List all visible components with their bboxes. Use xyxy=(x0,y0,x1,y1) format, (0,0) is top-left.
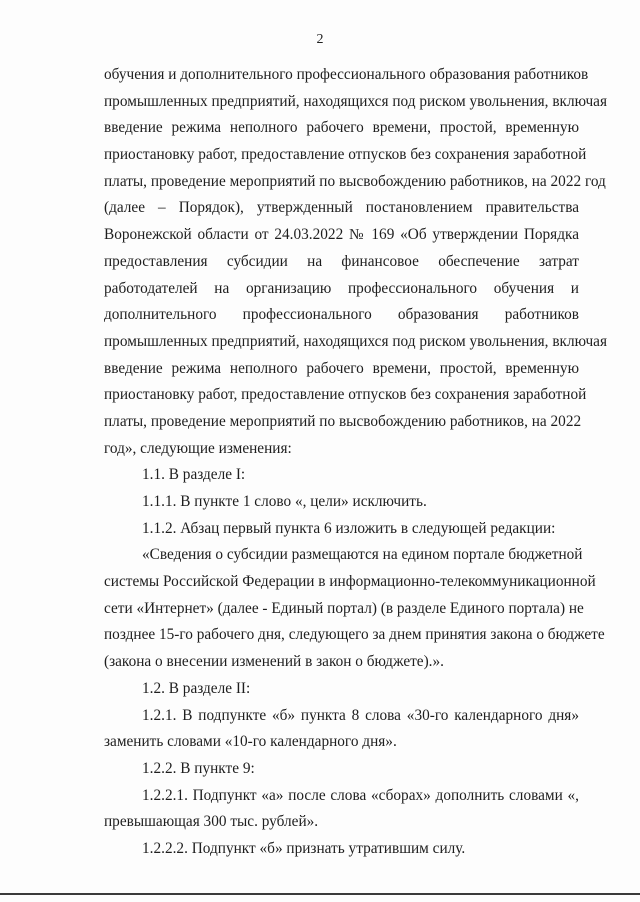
text-line: Воронежской области от 24.03.2022 № 169 «Об утверждении Порядка xyxy=(104,226,579,244)
text-line: 1.2.1. В подпункте «б» пункта 8 слова «30-го календарного дня» xyxy=(142,706,579,724)
text-line: позднее 15-го рабочего дня, следующего за днем принятия закона о бюджете xyxy=(104,626,605,644)
text-line: промышленных предприятий, находящихся под риском увольнения, включая xyxy=(104,332,607,350)
text-line: промышленных предприятий, находящихся под риском увольнения, включая xyxy=(104,92,607,110)
text-line: 1.1. В разделе I: xyxy=(142,466,246,484)
text-line: работодателей на организацию профессионального обучения и xyxy=(104,279,579,297)
text-line: предоставления субсидии на финансовое обеспечение затрат xyxy=(104,252,579,270)
text-line: заменить словами «10-го календарного дня». xyxy=(104,733,397,751)
text-line: системы Российской Федерации в информационно-телекоммуникационной xyxy=(104,573,596,591)
text-line: сети «Интернет» (далее - Единый портал) (в разделе Единого портала) не xyxy=(104,599,584,617)
text-line: дополнительного профессионального образования работников xyxy=(104,306,579,324)
text-line: обучения и дополнительного профессионального образования работников xyxy=(104,66,589,83)
text-line: (закона о внесении изменений в закон о бюджете).». xyxy=(104,653,444,671)
text-line: приостановку работ, предоставление отпусков без сохранения заработной xyxy=(104,386,587,404)
text-line: введение режима неполного рабочего времени, простой, временную xyxy=(104,359,579,377)
text-line: введение режима неполного рабочего времени, простой, временную xyxy=(104,119,579,137)
text-line: 1.1.2. Абзац первый пункта 6 изложить в следующей редакции: xyxy=(142,519,556,537)
text-line: (далее – Порядок), утвержденный постановлением правительства xyxy=(104,199,579,217)
text-line: 1.2.2. В пункте 9: xyxy=(142,759,255,777)
scan-edge-line xyxy=(0,893,640,895)
text-line: платы, проведение мероприятий по высвобождению работников, на 2022 xyxy=(104,412,582,430)
text-line: 1.2.2.2. Подпункт «б» признать утратившим силу. xyxy=(142,839,466,857)
text-line: приостановку работ, предоставление отпусков без сохранения заработной xyxy=(104,146,587,164)
text-line: превышающая 300 тыс. рублей». xyxy=(104,813,319,831)
text-line: год», следующие изменения: xyxy=(104,439,292,457)
text-line: платы, проведение мероприятий по высвобождению работников, на 2022 год xyxy=(104,172,606,190)
page-number: 2 xyxy=(316,32,324,47)
text-line: 1.1.1. В пункте 1 слово «, цели» исключить. xyxy=(142,493,427,510)
text-line: «Сведения о субсидии размещаются на едином портале бюджетной xyxy=(142,546,583,564)
text-line: 1.2. В разделе II: xyxy=(142,679,251,697)
text-line: 1.2.2.1. Подпункт «а» после слова «сборах» дополнить словами «, xyxy=(142,786,579,804)
document-body xyxy=(104,62,607,863)
